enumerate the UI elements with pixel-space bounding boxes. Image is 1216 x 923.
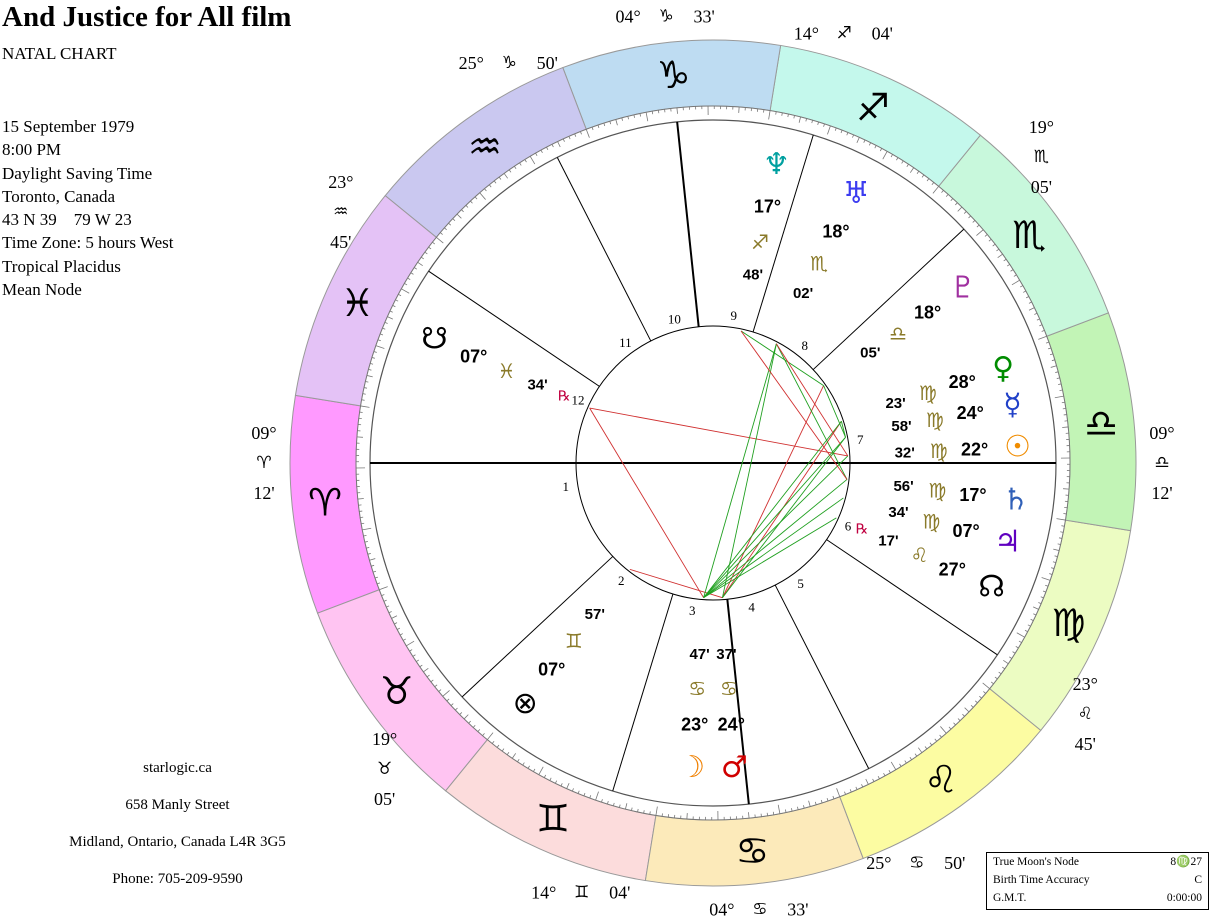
zodiac-sign-glyph: ♉: [379, 669, 414, 714]
planet-minutes: 05': [860, 344, 881, 362]
planet-sign-glyph: ♍: [918, 381, 937, 406]
planet-sign-glyph: ♍: [922, 509, 941, 534]
planet-degree: 24°: [717, 714, 745, 735]
cusp-minutes: 05': [373, 789, 396, 810]
zodiac-sign-glyph: ♒: [467, 124, 502, 169]
cusp-minutes: 50': [944, 853, 966, 874]
planet-sign-glyph: ♊: [564, 629, 583, 654]
cusp-sign-glyph: ♑: [501, 52, 517, 73]
cusp-sign-glyph: ♒: [333, 201, 349, 222]
info-house-system: Tropical Placidus: [2, 256, 121, 276]
planet-sign-glyph: ♓: [497, 359, 516, 384]
planet-glyph: ☽: [678, 749, 706, 785]
cusp-degree: 23°: [1072, 674, 1098, 695]
planet-sign-glyph: ♋: [688, 676, 707, 701]
planet-degree: 22°: [960, 439, 989, 460]
house-number: 6: [844, 518, 852, 534]
cusp-sign-glyph: ♌: [1077, 704, 1093, 725]
zodiac-sign-glyph: ♈: [307, 480, 343, 525]
house-number: 7: [856, 432, 864, 448]
cusp-sign-glyph: ♊: [574, 882, 590, 903]
planet-glyph: ♃: [994, 524, 1022, 560]
planet-sign-glyph: ♍: [928, 478, 947, 503]
infobox-value: 0:00:00: [1166, 892, 1202, 904]
planet-degree: 27°: [938, 559, 966, 580]
planet-degree: 24°: [956, 403, 984, 423]
planet-sign-glyph: ♌: [910, 542, 929, 567]
planet-minutes: 32': [894, 444, 915, 462]
cusp-minutes: 12': [1151, 483, 1173, 503]
planet-degree: 18°: [822, 221, 850, 242]
planet-minutes: 34': [527, 376, 548, 394]
planet-degree: 17°: [959, 484, 987, 505]
house-number: 2: [618, 572, 625, 588]
degree-tick: [776, 112, 777, 115]
info-timezone: Time Zone: 5 hours West: [2, 233, 174, 253]
cusp-minutes: 33': [693, 6, 715, 27]
retrograde-marker: ℞: [855, 521, 869, 538]
infobox-value: C: [1194, 874, 1202, 886]
degree-tick: [650, 811, 651, 814]
chart-title: And Justice for All film: [2, 1, 292, 33]
retrograde-marker: ℞: [557, 388, 571, 405]
planet-sign-glyph: ♏: [810, 251, 829, 276]
house-number: 1: [562, 478, 570, 494]
degree-tick: [362, 400, 365, 401]
zodiac-sign-glyph: ♍: [1051, 600, 1086, 645]
planet-sign-glyph: ♐: [751, 229, 769, 254]
planet-degree: 17°: [753, 196, 782, 217]
planet-glyph: ♂: [720, 749, 748, 785]
planet-glyph: ♄: [1002, 482, 1030, 518]
planet-minutes: 56': [893, 477, 914, 495]
house-number: 4: [748, 599, 755, 615]
planet-glyph: ♅: [842, 176, 870, 212]
info-date: 15 September 1979: [2, 117, 135, 136]
info-dst: Daylight Saving Time: [2, 163, 153, 183]
planet-minutes: 37': [716, 646, 737, 663]
house-number: 11: [619, 335, 632, 350]
degree-tick: [773, 812, 774, 815]
info-time: 8:00 PM: [2, 140, 62, 160]
planet-glyph: ♀: [992, 351, 1015, 387]
zodiac-sign-glyph: ♐: [855, 85, 890, 130]
zodiac-sign-glyph: ♓: [340, 281, 375, 326]
house-number: 8: [801, 338, 808, 354]
planet-degree: 18°: [913, 302, 942, 323]
cusp-minutes: 45': [1074, 734, 1096, 755]
planet-minutes: 17': [878, 532, 899, 550]
planet-glyph: ☉: [1004, 429, 1032, 465]
cusp-sign-glyph: ♈: [256, 453, 272, 473]
cusp-sign-glyph: ♉: [376, 759, 393, 780]
cusp-minutes: 45': [330, 231, 352, 252]
zodiac-sign-glyph: ♑: [656, 53, 691, 97]
cusp-minutes: 04': [609, 882, 631, 903]
zodiac-sign-glyph: ♋: [735, 829, 770, 873]
cusp-sign-glyph: ♎: [1154, 453, 1170, 473]
planet-minutes: 23': [885, 395, 906, 413]
infobox-label: Birth Time Accuracy: [993, 874, 1090, 886]
planet-minutes: 34': [888, 504, 909, 522]
info-node-type: Mean Node: [2, 280, 82, 300]
house-number: 5: [797, 576, 804, 591]
cusp-degree: 04°: [615, 6, 641, 27]
cusp-minutes: 04': [871, 23, 893, 44]
cusp-degree: 23°: [328, 171, 354, 192]
house-number: 10: [667, 311, 681, 327]
cusp-minutes: 50': [536, 52, 558, 73]
cusp-degree: 25°: [866, 853, 892, 874]
zodiac-sign-glyph: ♊: [536, 796, 571, 841]
zodiac-sign-glyph: ♏: [1012, 212, 1047, 257]
planet-sign-glyph: ♋: [719, 676, 738, 701]
planet-sign-glyph: ♍: [929, 439, 948, 464]
degree-tick: [652, 111, 653, 114]
cusp-sign-glyph: ♋: [752, 899, 768, 920]
planet-minutes: 48': [742, 266, 764, 284]
infobox-label: G.M.T.: [993, 892, 1027, 904]
planet-degree: 23°: [681, 714, 709, 735]
planet-sign-glyph: ♎: [889, 321, 908, 346]
infobox-label: True Moon's Node: [993, 856, 1079, 868]
footer-city: Midland, Ontario, Canada L4R 3G5: [69, 834, 286, 850]
cusp-minutes: 05': [1030, 176, 1053, 197]
planet-sign-glyph: ♍: [925, 407, 944, 432]
footer-phone: Phone: 705-209-9590: [112, 871, 243, 887]
house-number: 3: [689, 603, 696, 618]
cusp-sign-glyph: ♐: [836, 23, 852, 44]
infobox-value: 8♍27: [1170, 856, 1202, 868]
planet-degree: 07°: [538, 659, 566, 680]
planet-minutes: 02': [792, 285, 814, 302]
planet-glyph: ♆: [762, 147, 790, 183]
degree-tick: [1061, 526, 1064, 527]
cusp-minutes: 12': [253, 483, 275, 503]
planet-glyph: ☋: [421, 321, 448, 357]
planet-minutes: 58': [891, 417, 912, 435]
chart-subtitle: NATAL CHART: [2, 44, 117, 63]
degree-tick: [361, 523, 364, 524]
planet-degree: 28°: [948, 372, 976, 392]
cusp-degree: 19°: [371, 729, 398, 750]
planet-minutes: 57': [584, 605, 605, 623]
cusp-degree: 09°: [251, 423, 277, 443]
footer-site: starlogic.ca: [143, 760, 212, 776]
planet-degree: 07°: [952, 520, 980, 541]
planet-minutes: 47': [689, 646, 710, 663]
cusp-sign-glyph: ♏: [1033, 146, 1050, 167]
cusp-sign-glyph: ♋: [909, 853, 925, 874]
cusp-degree: 19°: [1028, 116, 1055, 137]
planet-glyph: ☊: [978, 569, 1005, 605]
house-number: 9: [730, 308, 737, 323]
planet-glyph: ♇: [949, 270, 977, 306]
zodiac-sign-glyph: ♌: [924, 757, 959, 802]
info-location: Toronto, Canada: [2, 186, 116, 206]
degree-tick: [1062, 402, 1065, 403]
cusp-degree: 14°: [531, 882, 557, 903]
zodiac-sign-glyph: ♎: [1083, 401, 1119, 446]
cusp-degree: 25°: [458, 52, 484, 73]
cusp-degree: 09°: [1149, 423, 1175, 443]
cusp-minutes: 33': [787, 899, 809, 920]
cusp-degree: 14°: [793, 23, 819, 44]
cusp-degree: 04°: [709, 899, 735, 920]
planet-glyph: ☿: [1003, 387, 1022, 423]
info-coordinates: 43 N 39 79 W 23: [2, 210, 132, 230]
cusp-sign-glyph: ♑: [658, 6, 674, 27]
house-number: 12: [571, 392, 585, 408]
planet-glyph: ⊗: [512, 685, 538, 721]
planet-degree: 07°: [460, 346, 488, 367]
footer-street: 658 Manly Street: [125, 797, 230, 813]
